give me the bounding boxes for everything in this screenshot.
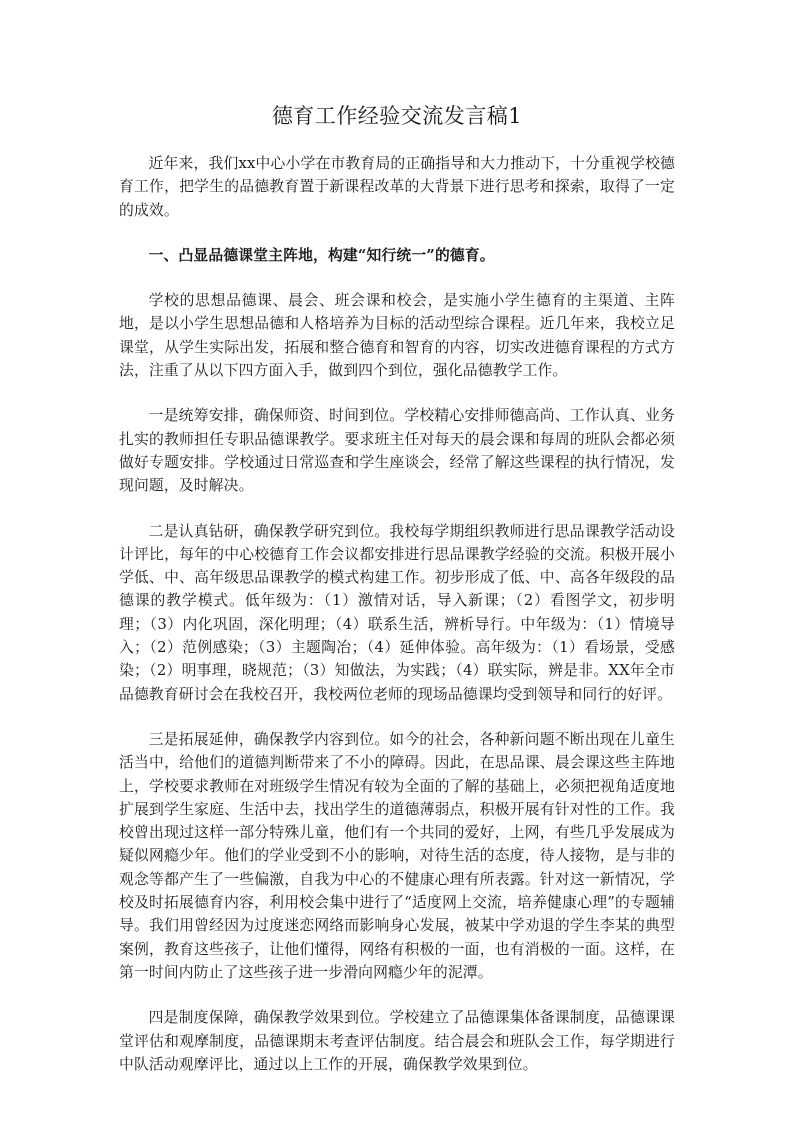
paragraph-point-4: 四是制度保障，确保教学效果到位。学校建立了品德课集体备课制度，品德课课堂评估和观摩制度，品德课期末考查评估制度。结合晨会和班队会工作，每学期进行中队活动观摩评比，通过以上工作的开展，确保教学效果到位。 [119, 1009, 675, 1073]
paragraph-point-2: 二是认真钻研，确保教学研究到位。我校每学期组织教师进行思品课教学活动设计评比，每年的中心校德育工作会议都安排进行思品课教学经验的交流。积极开展小学低、中、高年级思品课教学的模式构建工作。初步形成了低、中、高各年级段的品德课的教学模式。低年级为：（1）激情对话，导入新课；（2）看图学文，初步明理；（3）内化巩固，深化明理；（4）联系生活，辨析导行。中年级为：（1）情境导入；（2）范例感染；（3）主题陶冶；（4）延伸体验。高年级为：（1）看场景，受感染；（2）明事理，晓规范；（3）知做法，为实践；（4）联实际，辨是非。XX年全市品德教育研讨会在我校召开，我校两位老师的现场品德课均受到领导和同行的好评。 [119, 522, 675, 703]
paragraph-classroom: 学校的思想品德课、晨会、班会课和校会，是实施小学生德育的主渠道、主阵地，是以小学生思想品德和人格培养为目标的活动型综合课程。近几年来，我校立足课堂，从学生实际出发，拓展和整合德育和智育的内容，切实改进德育课程的方式方法，注重了从以下四方面入手，做到四个到位，强化品德教学工作。 [119, 292, 675, 380]
paragraph-point-1: 一是统筹安排，确保师资、时间到位。学校精心安排师德高尚、工作认真、业务扎实的教师担任专职品德课教学。要求班主任对每天的晨会课和每周的班队会都必须做好专题安排。学校通过日常巡查和学生座谈会，经常了解这些课程的执行情况，发现问题，及时解决。 [119, 407, 675, 495]
document-body [119, 152, 675, 1098]
paragraph-point-3: 三是拓展延伸，确保教学内容到位。如今的社会，各种新问题不断出现在儿童生活当中，给他们的道德判断带来了不小的障碍。因此，在思品课、晨会课这些主阵地上，学校要求教师在对班级学生情况有较为全面的了解的基础上，必须把视角适度地扩展到学生家庭、生活中去，找出学生的道德薄弱点，积极开展有针对性的工作。我校曾出现过这样一部分特殊儿童，他们有一个共同的爱好，上网，有些几乎发展成为疑似网瘾少年。他们的学业受到不小的影响，对待生活的态度，待人接物，是与非的观念等都产生了一些偏激，自我为中心的不健康心理有所表露。针对这一新情况，学校及时拓展德育内容，利用校会集中进行了“适度网上交流，培养健康心理”的专题辅导。我们用曾经因为过度迷恋网络而影响身心发展，被某中学劝退的学生李某的典型案例，教育这些孩子，让他们懂得，网络有积极的一面，也有消极的一面。这样，在第一时间内防止了这些孩子进一步滑向网瘾少年的泥潭。 [119, 730, 675, 981]
paragraph-intro: 近年来，我们xx中心小学在市教育局的正确指导和大力推动下，十分重视学校德育工作，把学生的品德教育置于新课程改革的大背景下进行思考和探索，取得了一定的成效。 [119, 155, 675, 219]
section-heading: 一、凸显品德课堂主阵地，构建“知行统一”的德育。 [148, 246, 495, 264]
document-title: 德育工作经验交流发言稿1 [271, 104, 523, 128]
